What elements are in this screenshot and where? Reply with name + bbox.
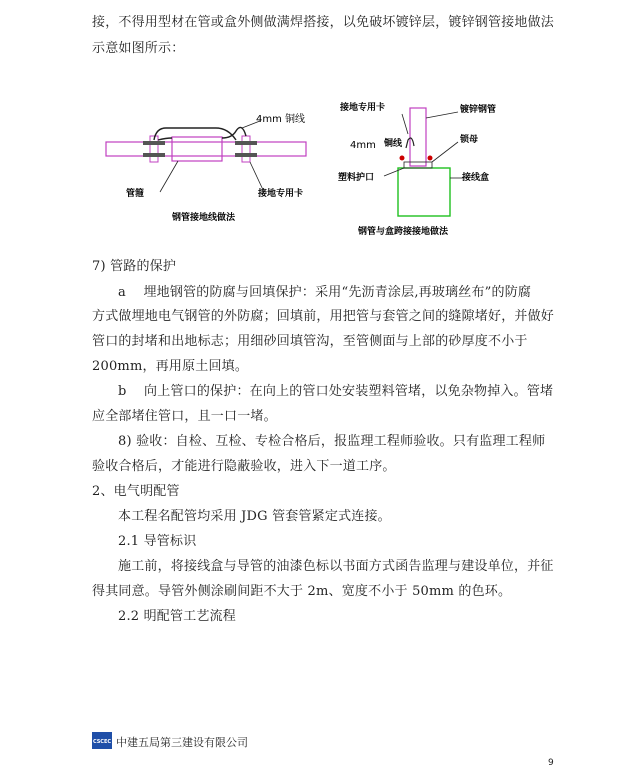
- right-wire-label: 4mm: [350, 140, 376, 151]
- paragraph-line: 本工程名配管均采用 JDG 管套管紧定式连接。: [118, 509, 391, 524]
- pipe-coupling: [172, 137, 222, 161]
- galvanized-pipe: [410, 108, 426, 166]
- company-logo-icon: [92, 732, 112, 749]
- section-heading: 2.1 导管标识: [118, 534, 197, 549]
- page-number: 9: [548, 758, 554, 768]
- clamp-bolt: [143, 153, 165, 157]
- left-grounding-figure: [106, 112, 306, 223]
- paragraph-line: 施工前，将接线盒与导管的油漆色标以书面方式函告监理与建设单位，并征: [118, 559, 554, 574]
- section-heading: 2、电气明配管: [92, 484, 180, 499]
- right-pipe-label: 镀锌钢管: [460, 105, 497, 115]
- paragraph-line: 接，不得用型材在管或盒外侧做满焊搭接，以免破坏镀锌层，镀锌钢管接地做法: [92, 15, 555, 30]
- paragraph-line: b 向上管口的保护：在向上的管口处安装塑料管堵，以免杂物掉入。管堵: [118, 384, 554, 399]
- paragraph-line: 管口的封堵和出地标志；用细砂回填管沟，至管侧面与上部的砂厚度不小于: [92, 334, 528, 349]
- clamp-bolt: [235, 141, 257, 145]
- right-bushing-label: 塑料护口: [338, 173, 375, 183]
- ground-clamp-bolt: [428, 156, 433, 161]
- section-heading: 2.2 明配管工艺流程: [118, 609, 237, 624]
- section-heading: 7) 管路的保护: [92, 259, 177, 274]
- right-wire-label-2: 铜线: [384, 139, 403, 149]
- junction-box: [398, 168, 450, 216]
- grounding-diagram: [92, 88, 532, 248]
- paragraph-line: 验收合格后，才能进行隐蔽验收，进入下一道工序。: [92, 459, 396, 474]
- paragraph-line: 200mm，再用原土回填。: [92, 359, 249, 374]
- paragraph-line: 示意如图所示：: [92, 41, 185, 56]
- paragraph-line: 8) 验收：自检、互检、专检合格后，报监理工程师验收。只有监理工程师: [118, 434, 546, 449]
- paragraph-line: a 埋地钢管的防腐与回填保护：采用“先沥青涂层,再玻璃丝布”的防腐: [118, 285, 532, 300]
- right-clamp-label: 接地专用卡: [340, 103, 386, 113]
- left-coupling-label: 管箍: [126, 189, 145, 199]
- left-clamp-label: 接地专用卡: [258, 189, 304, 199]
- steel-pipe: [106, 142, 306, 156]
- paragraph-line: 方式做埋地电气钢管的外防腐；回填前，用把管与套管之间的缝隙堵好，并做好: [92, 309, 555, 324]
- right-caption: 钢管与盒跨接接地做法: [358, 227, 449, 237]
- right-box-label: 接线盒: [462, 173, 490, 183]
- left-wire-label: 4mm 铜线: [256, 114, 306, 125]
- left-caption: 钢管接地线做法: [172, 213, 236, 223]
- lock-nut: [404, 162, 432, 168]
- ground-clamp-bolt: [400, 156, 405, 161]
- logo-text: CSCEC: [92, 739, 112, 745]
- company-name: 中建五局第三建设有限公司: [116, 736, 248, 749]
- ground-clamp: [242, 136, 250, 162]
- paragraph-line: 得其同意。导管外侧涂刷间距不大于 2m、宽度不小于 50mm 的色环。: [92, 584, 512, 599]
- clamp-bolt: [143, 141, 165, 145]
- copper-wire: [158, 127, 246, 140]
- paragraph-line: 应全部堵住管口，且一口一堵。: [92, 409, 277, 424]
- right-grounding-figure: [338, 101, 496, 237]
- clamp-bolt: [235, 153, 257, 157]
- right-locknut-label: 锁母: [460, 135, 479, 145]
